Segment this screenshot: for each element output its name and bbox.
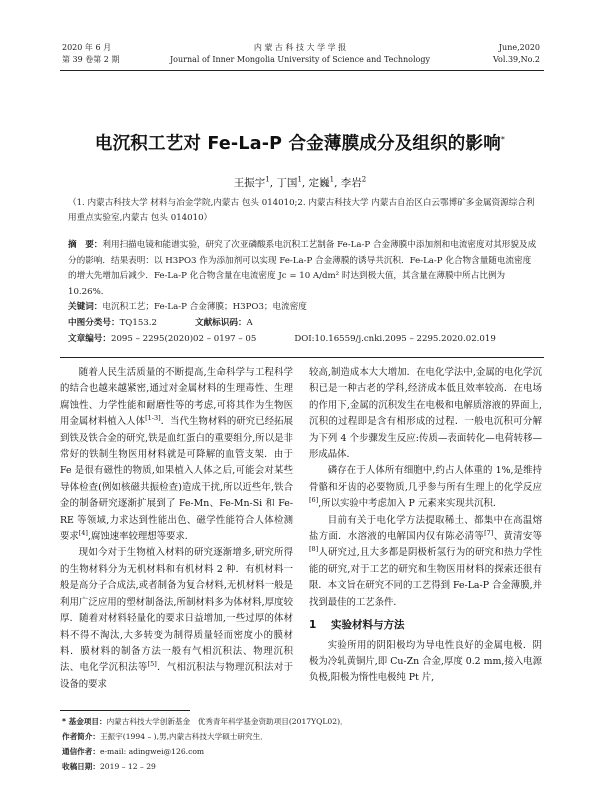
section-heading [309,617,542,633]
header-date-en: June,2020 [498,43,540,52]
citation: [1-3] [145,414,161,423]
author-affil-mark: 1 [329,175,335,184]
author-name: 定巍 [308,177,330,189]
body-paragraph [60,365,293,545]
email-text[interactable]: e-mail: adingwei@126.com [99,747,205,756]
text-run: 、黄清安等 [493,531,542,543]
citation: [4] [78,528,88,537]
header-divider [60,70,544,71]
citation: [7] [484,528,494,537]
text-run: ．当代生物材料的研究已经拓展到铁及铁合金的研究,铁是血红蛋白的重要组分,所以是非常好的铁制生物医用材料就是可降解的血管支架．由于 Fe 是很有磁性的物质,如果植入人体之后,可能会对某些导体检查(例如核磁共振检查)造成干扰,所以近些年,铁合金的制备研究逐渐扩展到了 Fe-Mn、Fe-Mn-Si 和 Fe-RE 等领域,力求达到性能出色、磁学性能符合人体检测要求 [60,416,293,543]
author-name: 王振宇 [233,177,266,189]
author-affil-mark: 1 [297,175,302,184]
author-affil-mark: 2 [361,175,367,184]
section-title: 实验材料与方法 [331,619,405,632]
doc-code-label: 文献标识码： [194,318,247,328]
abstract-label: 摘 要： [68,240,103,250]
footnote-received [62,761,156,772]
abstract [68,238,538,300]
body-paragraph [309,463,542,512]
citation: [5] [147,660,157,669]
section-number: 1 [309,619,317,632]
keywords [68,300,538,316]
article-info [68,332,538,348]
footnote-divider [60,710,190,711]
classification [68,316,538,332]
header-right [493,42,540,66]
keywords-text: 电沉积工艺；Fe-La-P 合金薄膜；H3PO3；电流密度 [102,302,307,312]
author-bio-text: 王振宇(1994 – ),男,内蒙古科技大学硕士研究生． [99,732,268,741]
author-affil-mark: 1 [265,175,270,184]
author-name: 丁国 [276,177,298,189]
text-run: ,所以实验中考虑加入 P 元素来实现共沉积． [318,498,503,510]
body-column-right [309,365,542,687]
text-run: 目前有关于电化学方法提取稀土、都集中在高温熔盐方面．水溶液的电解国内仅有陈必清等 [309,514,542,543]
fund-text: 内蒙古科技大学创新基金 优秀青年科学基金资助项目(2017YQL02)． [106,717,348,726]
header-left [62,42,119,66]
article-number-label: 文章编号： [68,334,111,344]
author-list: 王振宇$^1$, 丁国$^1$, 定巍$^1$, 李岩$^2$ [233,175,367,189]
title-footnote-mark: * [500,135,506,145]
affiliation: （1. 内蒙古科技大学 材料与冶金学院,内蒙古 包头 014010;2. 内蒙古科技大学 内蒙古自治区白云鄂博矿多金属资源综合利用重点实验室,内蒙古 包头 014010） [68,198,535,223]
citation: [6] [309,496,319,505]
text-run: 磷存在于人体所有细胞中,约占人体重的 1%,是维持骨骼和牙齿的必要物质,几乎参与所有生理上的化学反应 [309,465,542,493]
clc-label: 中图分类号： [68,318,120,328]
body-column-left [60,365,293,693]
abstract-divider [60,357,544,358]
body-paragraph: 较高,制造成本大大增加．在电化学法中,金属的电化学沉积已是一种古老的学科,经济成本低且效率较高．在电场的作用下,金属的沉积发生在电极和电解质溶液的界面上,沉积的过程即是含有相形成的过程．一般电沉积可分解为下列 4 个步骤发生反应:传质—表面转化—电荷转移—形成晶体． [309,367,542,461]
abstract-text: 利用扫描电镜和能谱实验，研究了次亚磷酸系电沉积工艺制备 Fe-La-P 合金薄膜中添加剂和电流密度对其形貌及成分的影响．结果表明：以 H3PO3 作为添加剂可以实现 Fe-La-P 合金薄膜的诱导共沉积．Fe-La-P 化合物含量随电流密度的增大先增加后减少．Fe-La-P 化合物含量在电流密度 Jc = 10 A/dm² 时达到极大值，其含量在薄膜中所占比例为 10.26%． [68,240,537,297]
received-date: 2019 – 12 – 29 [99,762,156,771]
footnote-email [62,746,204,757]
footnote-author [62,731,268,742]
journal-name-en: Journal of Inner Mongolia University of Science and Technology [169,55,431,64]
text-run: 随着人民生活质量的不断提高,生命科学与工程科学的结合也越来越紧密,通过对金属材料的生理毒性、生理腐蚀性、力学性能和耐磨性等的考虑,可将其作为生物医用金属材料植入人体 [60,367,293,428]
header-center [150,42,450,66]
text-run: 人研究过,且大多都是阴极析氢行为的研究和热力学性能的研究,对于工艺的研究和生物医用材料的探索还很有限．本文旨在研究不同的工艺得到 Fe-La-P 合金薄膜,并找到最佳的工艺条件． [309,547,542,608]
header-date: 2020 年 6 月 [62,43,112,52]
paper-title [40,130,560,155]
text-run: ．气相沉积法与物理沉积法对于设备的要求 [60,662,293,690]
header-volume: 第 39 卷第 2 期 [62,55,120,64]
clc-value: TQ153.2 [119,318,157,328]
author-bio-label: 作者简介： [62,732,100,741]
email-label: 通信作者： [62,747,100,756]
body-paragraph: 实验所用的阴阳极均为导电性良好的金属电极．阴极为冷轧黄铜片,即 Cu-Zn 合金,厚度 0.2 mm,接入电源负极,阳极为惰性电极纯 Pt 片, [309,639,542,684]
doi: DOI:10.16559/j.cnki.2095 – 2295.2020.02.019 [294,334,496,344]
received-label: 收稿日期： [62,762,100,771]
text-run: ,腐蚀速率较理想等要求． [87,531,195,543]
journal-name-cn: 内 蒙 古 科 技 大 学 学 报 [253,43,347,52]
author-name: 李岩 [340,177,362,189]
doc-code-value: A [246,318,253,328]
text-run: 现如今对于生物植入材料的研究逐渐增多,研究所得的生物材料分为无机材料和有机材料 2 种．有机材料一般是高分子合成法,或者制备为复合材料,无机材料一般是利用广泛应用的塑材制备法,所制材料多为体材料,厚度较厚．随着对材料轻量化的要求日益增加,一些过厚的体材料不得不淘汰,大多转变为制得质量轻而密度小的膜材料．膜材料的制备方法一般有气相沉积法、物理沉积法、电化学沉积法等 [60,547,293,674]
fund-label: * 基金项目： [62,717,107,726]
body-paragraph [309,513,542,611]
keywords-label: 关键词： [68,302,103,312]
article-number: 2095 – 2295(2020)02 – 0197 – 05 [110,334,257,344]
citation: [8] [309,545,319,554]
body-paragraph [60,545,293,693]
paper-title-text: 电沉积工艺对 Fe-La-P 合金薄膜成分及组织的影响 [94,134,501,154]
header-volume-en: Vol.39,No.2 [493,55,540,64]
footnote-fund [62,716,348,727]
